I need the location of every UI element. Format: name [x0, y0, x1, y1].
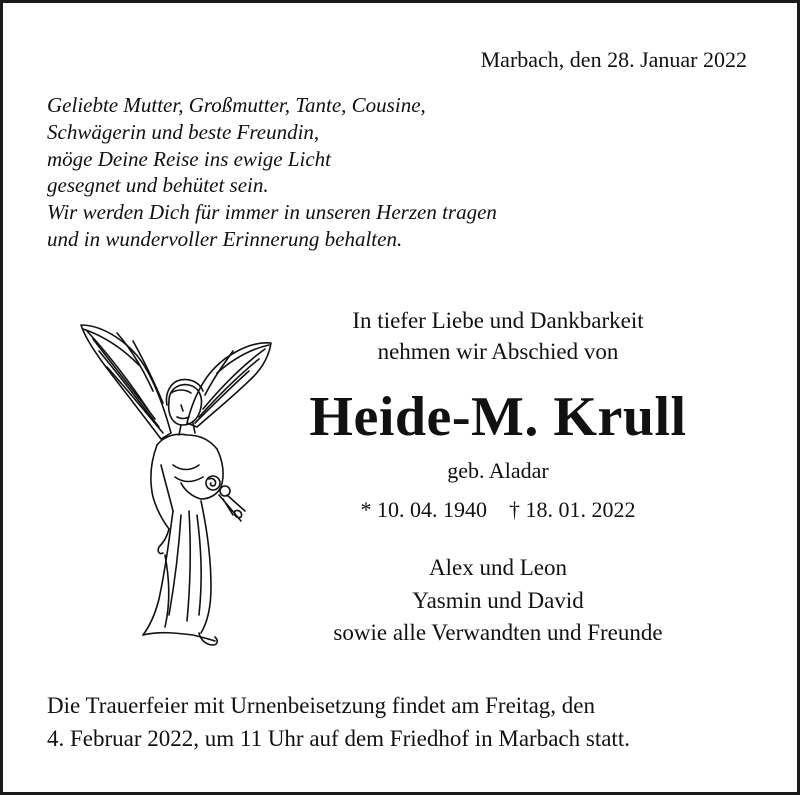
death-date: † 18. 01. 2022 [509, 497, 636, 522]
intro-text [253, 305, 743, 367]
poem [47, 92, 497, 253]
intro-line: In tiefer Liebe und Dankbarkeit [352, 308, 644, 333]
intro-line: nehmen wir Abschied von [377, 339, 619, 364]
funeral-notice [47, 690, 630, 755]
maiden-name: geb. Aladar [447, 458, 549, 483]
mourners-list [253, 552, 743, 650]
deceased-name: Heide-M. Krull [309, 386, 687, 448]
poem-line: Wir werden Dich für immer in unseren Herzen tragen [47, 200, 497, 225]
mourner-line: sowie alle Verwandten und Freunde [333, 620, 663, 645]
dateline: Marbach, den 28. Januar 2022 [480, 47, 747, 72]
poem-line: und in wundervoller Erinnerung behalten. [47, 226, 403, 251]
poem-line: möge Deine Reise ins ewige Licht [47, 146, 332, 171]
notice-line: 4. Februar 2022, um 11 Uhr auf dem Friedhof in Marbach statt. [47, 725, 630, 751]
life-dates [253, 497, 743, 523]
birth-date: * 10. 04. 1940 [360, 497, 487, 522]
mourner-line: Yasmin und David [412, 587, 584, 613]
angel-illustration [73, 315, 283, 650]
notice-line: Die Trauerfeier mit Urnenbeisetzung findet am Freitag, den [47, 693, 596, 718]
poem-line: Schwägerin und beste Freundin, [47, 119, 320, 144]
poem-line: gesegnet und behütet sein. [47, 173, 269, 198]
mourner-line: Alex und Leon [429, 555, 567, 580]
poem-line: Geliebte Mutter, Großmutter, Tante, Cousine, [47, 93, 426, 117]
